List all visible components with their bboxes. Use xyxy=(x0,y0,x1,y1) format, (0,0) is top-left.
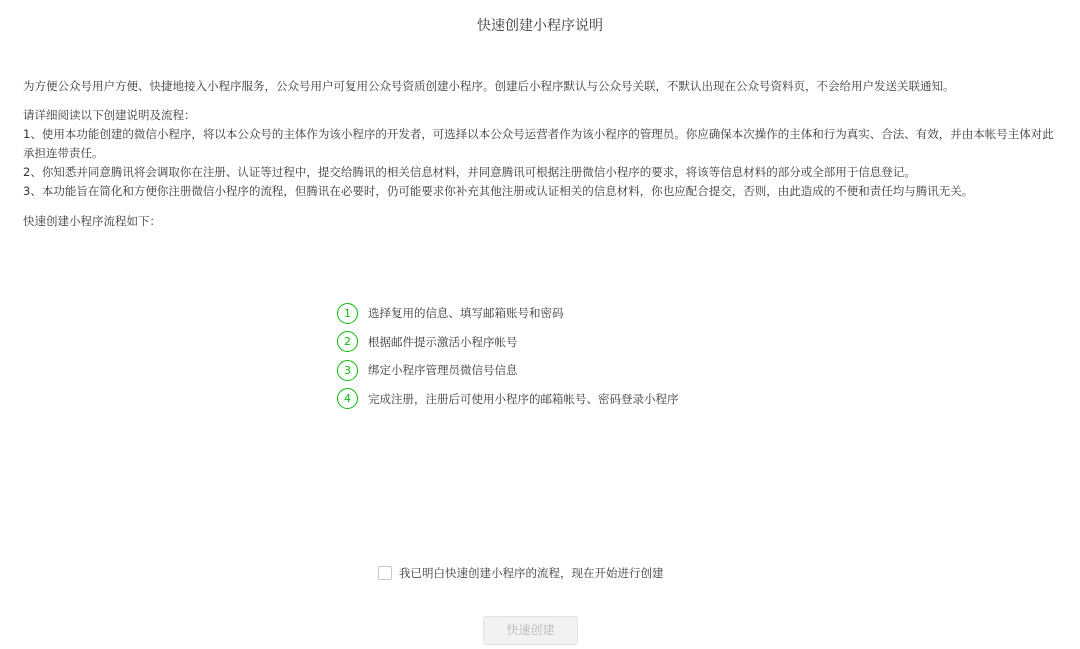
agreement-checkbox[interactable] xyxy=(378,566,392,580)
page-title: 快速创建小程序说明 xyxy=(477,18,603,34)
step-number-badge: 1 xyxy=(337,303,358,324)
step-label: 根据邮件提示激活小程序帐号 xyxy=(368,334,518,349)
step-number-badge: 2 xyxy=(337,331,358,352)
flow-heading: 快速创建小程序流程如下： xyxy=(23,214,161,228)
flow-step xyxy=(337,356,679,385)
step-number-badge: 4 xyxy=(337,388,358,409)
intro-text: 为方便公众号用户方便、快捷地接入小程序服务，公众号用户可复用公众号资质创建小程序。创建后小程序默认与公众号关联，不默认出现在公众号资料页，不会给用户发送关联通知。 xyxy=(23,79,955,93)
flow-step xyxy=(337,385,679,414)
agreement-checkbox-row[interactable] xyxy=(378,565,664,581)
terms-item-1: 1、使用本功能创建的微信小程序，将以本公众号的主体作为该小程序的开发者，可选择以本公众号运营者作为该小程序的管理员。你应确保本次操作的主体和行为真实、合法、有效，并由本帐号主体对此承担连带责任。 xyxy=(23,127,1054,160)
flow-step xyxy=(337,299,679,328)
terms-item-2: 2、你知悉并同意腾讯将会调取你在注册、认证等过程中，提交给腾讯的相关信息材料，并同意腾讯可根据注册微信小程序的要求，将该等信息材料的部分或全部用于信息登记。 xyxy=(23,165,916,179)
step-label: 选择复用的信息、填写邮箱账号和密码 xyxy=(368,306,564,321)
terms-section xyxy=(23,106,1057,201)
terms-heading: 请详细阅读以下创建说明及流程： xyxy=(23,108,196,122)
step-label: 完成注册，注册后可使用小程序的邮箱帐号、密码登录小程序 xyxy=(368,391,679,406)
terms-item-3: 3、本功能旨在简化和方便你注册微信小程序的流程，但腾讯在必要时，仍可能要求你补充其他注册或认证相关的信息材料，你也应配合提交，否则，由此造成的不便和责任均与腾讯无关。 xyxy=(23,184,974,198)
quick-create-button[interactable]: 快速创建 xyxy=(483,616,578,645)
agreement-label[interactable]: 我已明白快速创建小程序的流程，现在开始进行创建 xyxy=(399,566,664,580)
step-label: 绑定小程序管理员微信号信息 xyxy=(368,363,518,378)
flow-steps xyxy=(337,299,679,413)
flow-step xyxy=(337,328,679,357)
step-number-badge: 3 xyxy=(337,360,358,381)
